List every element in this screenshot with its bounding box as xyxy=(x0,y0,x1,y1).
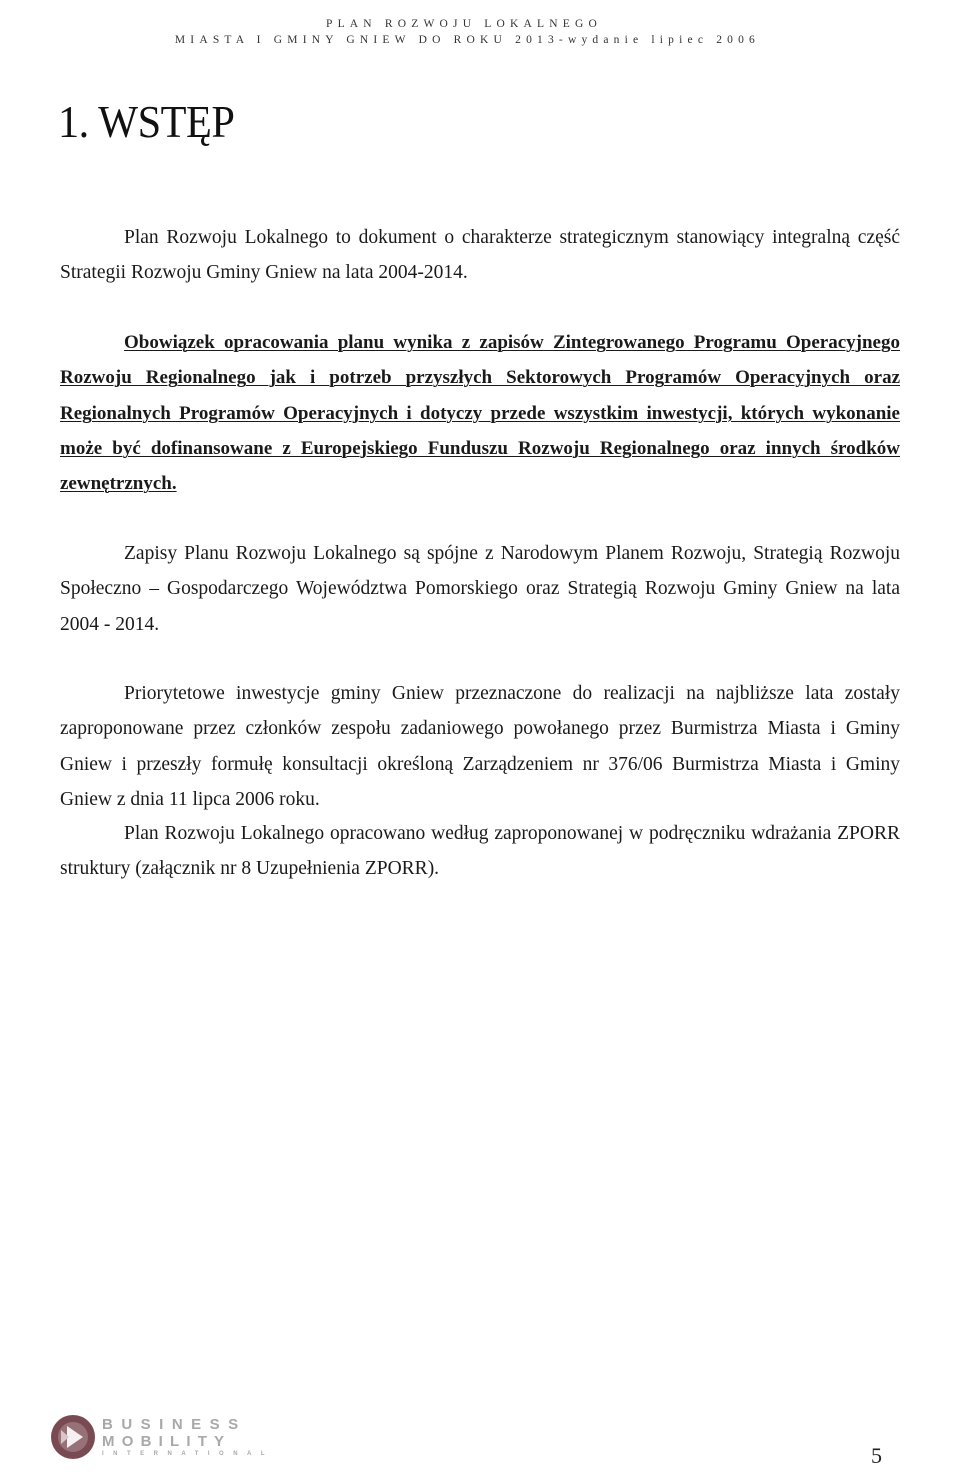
section-title: 1. WSTĘP xyxy=(58,97,235,147)
page-number: 5 xyxy=(871,1443,882,1468)
paragraph-consistency: Zapisy Planu Rozwoju Lokalnego są spójne z Narodowym Planem Rozwoju, Strategią Rozwoju Społeczno – Gospodarczego Województwa Pomorskiego oraz Strategią Rozwoju Gminy Gniew na lata 2004 - 2014. xyxy=(60,543,900,635)
logo-mark-icon xyxy=(50,1414,96,1460)
paragraph-structure: Plan Rozwoju Lokalnego opracowano według zaproponowanej w podręczniku wdrażania ZPORR struktury (załącznik nr 8 Uzupełnienia ZPORR). xyxy=(60,823,900,880)
paragraph-priorities: Priorytetowe inwestycje gminy Gniew przeznaczone do realizacji na najbliższe lata zostały zaproponowane przez członków zespołu zadaniowego powołanego przez Burmistrza Miasta i Gminy Gniew i przeszły formułę konsultacji określoną Zarządzeniem nr 376/06 Burmistrza Miasta i Gminy Gniew z dnia 11 lipca 2006 roku. xyxy=(60,683,900,810)
running-header-title: PLAN ROZWOJU LOKALNEGO xyxy=(325,18,602,30)
logo-text-business: BUSINESS xyxy=(102,1416,247,1433)
paragraph-intro: Plan Rozwoju Lokalnego to dokument o charakterze strategicznym stanowiący integralną część Strategii Rozwoju Gminy Gniew na lata 2004-2014. xyxy=(60,227,900,284)
logo-text-international: INTERNATIONAL xyxy=(102,1451,275,1457)
business-mobility-logo xyxy=(50,1414,275,1460)
logo-text-mobility: MOBILITY xyxy=(102,1433,232,1450)
paragraph-obligation: Obowiązek opracowania planu wynika z zapisów Zintegrowanego Programu Operacyjnego Rozwoju Regionalnego jak i potrzeb przyszłych Sektorowych Programów Operacyjnych oraz Regionalnych Programów Operacyjnych i dotyczy przede wszystkim inwestycji, których wykonanie może być dofinansowane z Europejskiego Funduszu Rozwoju Regionalnego oraz innych środków zewnętrznych. xyxy=(60,332,900,495)
running-header-subtitle: MIASTA I GMINY GNIEW DO ROKU 2013-wydanie lipiec 2006 xyxy=(174,34,760,46)
